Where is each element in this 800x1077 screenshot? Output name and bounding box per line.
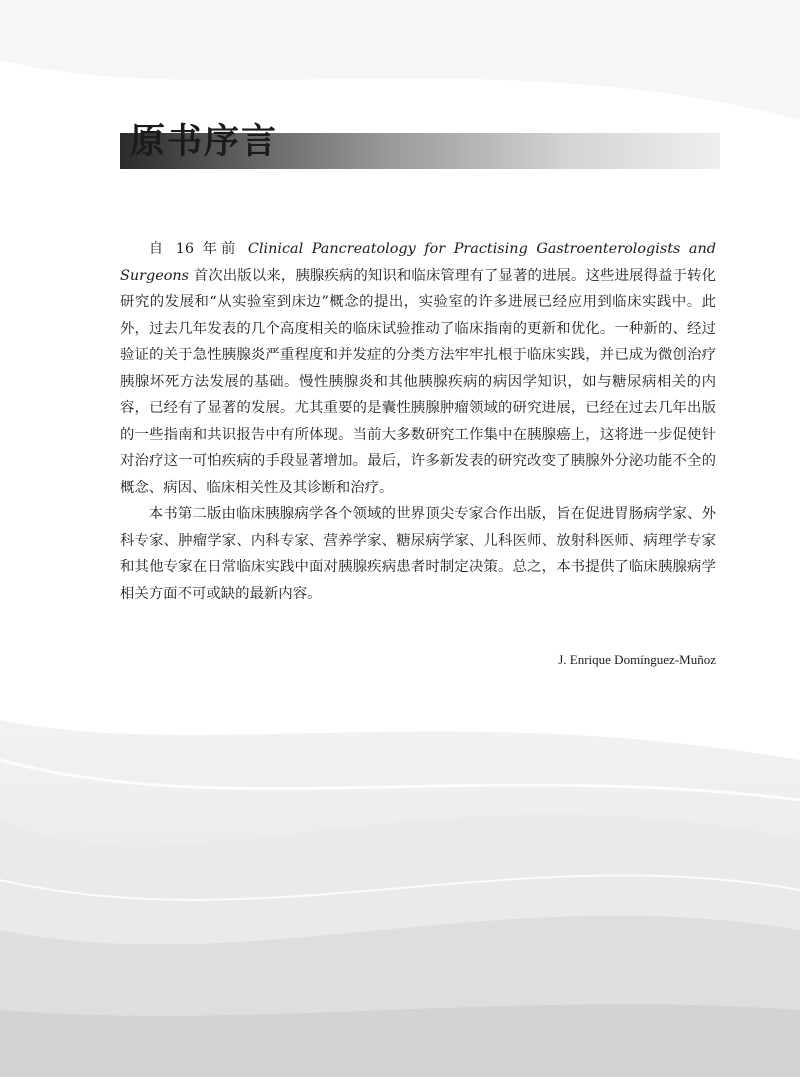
author-signature: J. Enrique Domínguez-Muñoz [558,652,716,667]
preface-body [120,236,716,607]
paragraph-1-lead: 自 16 年前 [148,241,248,257]
page-title: 原书序言 [130,122,279,162]
preface-paragraph-2: 本书第二版由临床胰腺病学各个领域的世界顶尖专家合作出版，旨在促进胃肠病学家、外科专家、肿瘤学家、内科专家、营养学家、糖尿病学家、儿科医师、放射科医师、病理学专家和其他专家在日常临床实践中面对胰腺疾病患者时制定决策。总之，本书提供了临床胰腺病学相关方面不可或缺的最新内容。 [120,506,716,602]
preface-paragraph-1 [120,236,716,501]
book-title: Clinical Pancreatology for Practising Gastroenterologists and Surgeons [120,241,716,284]
paragraph-1-rest: 首次出版以来，胰腺疾病的知识和临床管理有了显著的进展。这些进展得益于转化研究的发展和“从实验室到床边”概念的提出，实验室的许多进展已经应用到临床实践中。此外，过去几年发表的几个高度相关的临床试验推动了临床指南的更新和优化。一种新的、经过验证的关于急性胰腺炎严重程度和并发症的分类方法牢牢扎根于临床实践，并已成为微创治疗胰腺坏死方法发展的基础。慢性胰腺炎和其他胰腺疾病的病因学知识，如与糖尿病相关的内容，已经有了显著的发展。尤其重要的是囊性胰腺肿瘤领域的研究进展，已经在过去几年出版的一些指南和共识报告中有所体现。当前大多数研究工作集中在胰腺癌上，这将进一步促使针对治疗这一可怕疾病的手段显著增加。最后，许多新发表的研究改变了胰腺外分泌功能不全的概念、病因、临床相关性及其诊断和治疗。 [120,267,716,496]
